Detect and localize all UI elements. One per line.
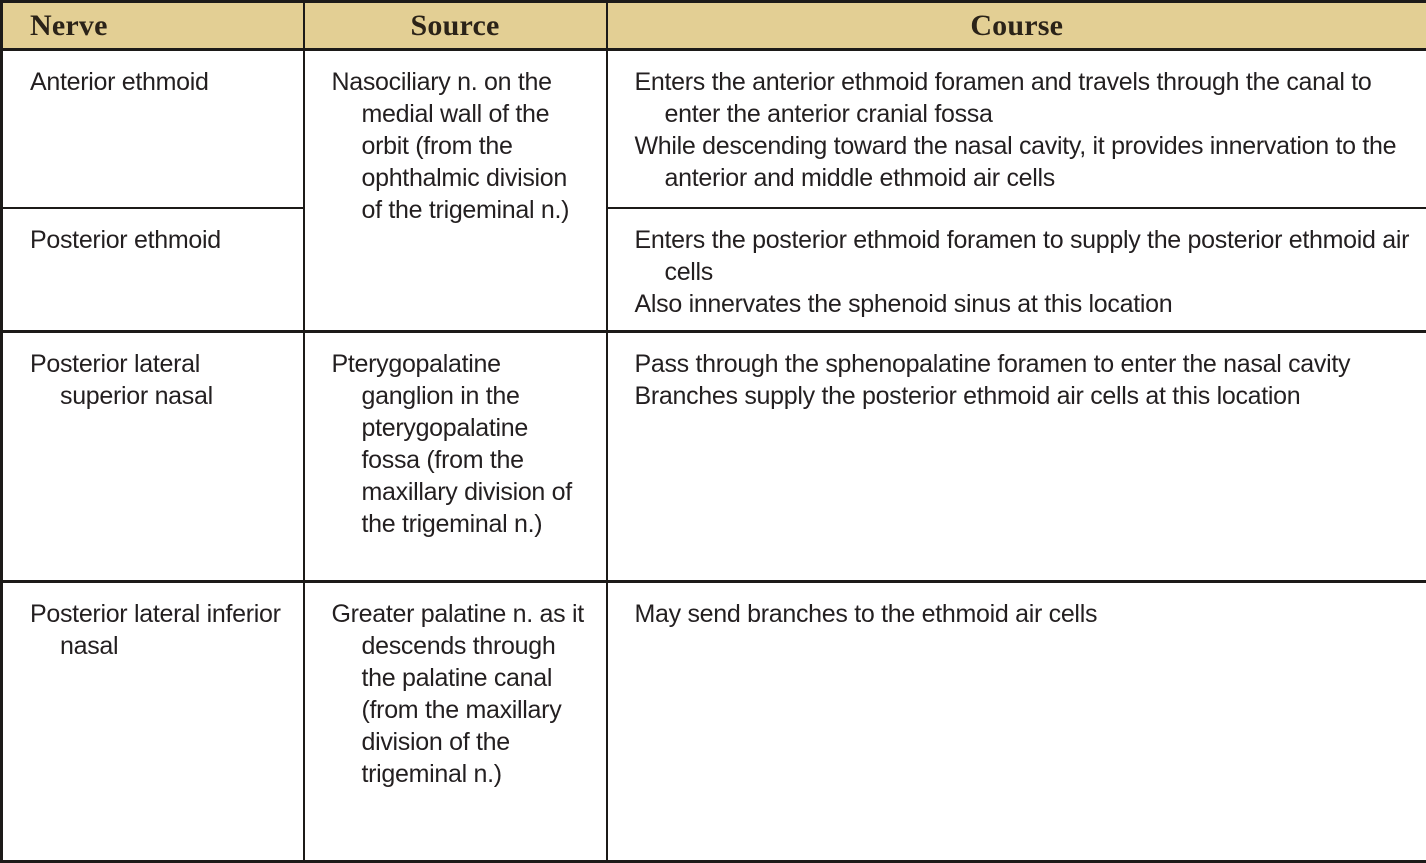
- course-item: May send branches to the ethmoid air cells: [635, 598, 1413, 630]
- column-header-course: Course: [607, 2, 1426, 50]
- course-item: Branches supply the posterior ethmoid air cells at this location: [635, 380, 1413, 412]
- nerve-name: Posterior ethmoid: [30, 224, 289, 256]
- column-header-source: Source: [304, 2, 607, 50]
- nerve-cell: [2, 50, 304, 208]
- course-cell: [607, 332, 1426, 582]
- nerve-name: Posterior lateral inferior nasal: [30, 598, 289, 662]
- source-text: Nasociliary n. on the medial wall of the orbit (from the ophthalmic division of the trigeminal n.): [332, 66, 592, 226]
- course-cell: [607, 582, 1426, 862]
- table-row-anterior-ethmoid: [2, 50, 1426, 208]
- course-item: Enters the anterior ethmoid foramen and travels through the canal to enter the anterior cranial fossa: [635, 66, 1413, 130]
- table-row-posterior-lateral-inferior-nasal: [2, 582, 1426, 862]
- course-item: Also innervates the sphenoid sinus at this location: [635, 288, 1413, 320]
- source-text: Pterygopalatine ganglion in the pterygopalatine fossa (from the maxillary division of the trigeminal n.): [332, 348, 592, 540]
- header-row: [2, 2, 1426, 50]
- nerve-name: Posterior lateral superior nasal: [30, 348, 289, 412]
- course-item: Pass through the sphenopalatine foramen to enter the nasal cavity: [635, 348, 1413, 380]
- table-row-posterior-lateral-superior-nasal: [2, 332, 1426, 582]
- source-cell: [304, 582, 607, 862]
- course-item: Enters the posterior ethmoid foramen to supply the posterior ethmoid air cells: [635, 224, 1413, 288]
- course-cell: [607, 208, 1426, 332]
- nerve-cell: [2, 582, 304, 862]
- column-header-nerve: Nerve: [2, 2, 304, 50]
- source-cell: [304, 332, 607, 582]
- course-item: While descending toward the nasal cavity, it provides innervation to the anterior and middle ethmoid air cells: [635, 130, 1413, 194]
- course-cell: [607, 50, 1426, 208]
- nerve-name: Anterior ethmoid: [30, 66, 289, 98]
- table-row-posterior-ethmoid: [2, 208, 1426, 332]
- nerve-cell: [2, 332, 304, 582]
- source-cell-merged: [304, 50, 607, 332]
- source-text: Greater palatine n. as it descends through the palatine canal (from the maxillary division of the trigeminal n.): [332, 598, 592, 790]
- nerve-cell: [2, 208, 304, 332]
